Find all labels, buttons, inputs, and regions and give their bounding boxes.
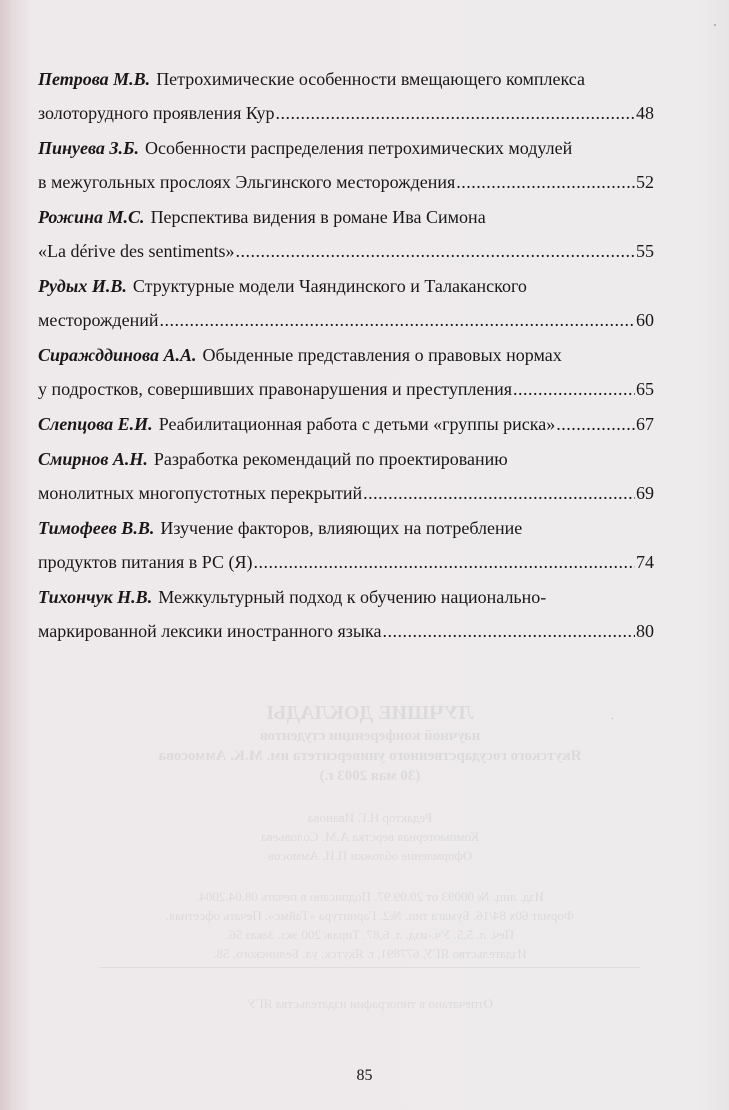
toc-title-continued: у подростков, совершивших правонарушения и преступления xyxy=(38,379,513,399)
toc-page-number: 74 xyxy=(636,552,654,572)
bleed-title: ЛУЧШИЕ ДОКЛАДЫ xyxy=(266,702,474,724)
bleed-footer: Отпечатано в типографии издательства ЯГУ xyxy=(246,996,494,1011)
toc-title: Изучение факторов, влияющих на потребление xyxy=(160,518,523,538)
toc-title: Особенности распределения петрохимических модулей xyxy=(145,138,573,158)
toc-entry-line xyxy=(38,269,654,303)
toc-entry-line xyxy=(38,96,654,130)
paper-speck xyxy=(612,718,613,719)
toc-entry xyxy=(38,131,654,199)
bleed-subtitle-2: Якутского государственного университета им. М.К. Аммосова xyxy=(158,748,582,764)
toc-page-number: 52 xyxy=(636,172,654,192)
toc-entry-line xyxy=(38,614,654,648)
toc-dot-leader xyxy=(456,165,635,199)
toc-title: Перспектива видения в романе Ива Симона xyxy=(150,207,486,227)
bleed-rule xyxy=(100,967,640,968)
toc-author: Слепцова Е.И. xyxy=(38,414,153,434)
toc-entry xyxy=(38,200,654,268)
toc-entry xyxy=(38,269,654,337)
toc-dot-leader xyxy=(382,614,635,648)
toc-title: Реабилитационная работа с детьми «группы риска» xyxy=(158,414,556,434)
bleed-through-imprint xyxy=(60,700,680,1013)
toc-page-number: 69 xyxy=(636,483,654,503)
toc-entry-line xyxy=(38,580,654,614)
toc-entry-line xyxy=(38,442,654,476)
page-number: 85 xyxy=(356,1067,373,1084)
toc-author: Пинуева З.Б. xyxy=(38,138,139,158)
toc-entry xyxy=(38,338,654,406)
toc-page-number: 48 xyxy=(636,103,654,123)
bleed-credit: Редактор Н.Г. Иванова xyxy=(307,810,433,825)
toc-entry-line xyxy=(38,131,654,165)
toc-author: Сиражддинова А.А. xyxy=(38,345,197,365)
toc-entry-line xyxy=(38,303,654,337)
toc-title: Петрохимические особенности вмещающего комплекса xyxy=(156,69,585,89)
toc-dot-leader xyxy=(556,407,635,441)
toc-title-continued: в межугольных прослоях Эльгинского месторождения xyxy=(38,172,456,192)
toc-title-continued: месторождений xyxy=(38,310,159,330)
toc-dot-leader xyxy=(513,372,635,406)
toc-author: Тимофеев В.В. xyxy=(38,518,155,538)
bleed-imprint-line: Изд. лиц. № 00093 от 20.09.97. Подписано в печать 08.04.2004. xyxy=(196,889,544,904)
toc-entry-line xyxy=(38,511,654,545)
toc-author: Тихончук Н.В. xyxy=(38,587,153,607)
toc-title-continued: золоторудного проявления Кур xyxy=(38,103,275,123)
toc-dot-leader xyxy=(363,476,635,510)
toc-page-number: 67 xyxy=(636,414,654,434)
toc-entry-line xyxy=(38,234,654,268)
toc-title-continued: продуктов питания в РС (Я) xyxy=(38,552,253,572)
toc-page-number: 65 xyxy=(636,379,654,399)
toc-page-number: 60 xyxy=(636,310,654,330)
bleed-credit: Компьютерная верстка А.М. Соловьева xyxy=(260,829,480,844)
toc-title-continued: маркированной лексики иностранного языка xyxy=(38,621,382,641)
toc-title: Обыденные представления о правовых нормах xyxy=(202,345,562,365)
bleed-imprint-line: Печ. л. 5,5. Уч.-изд. л. 6,87. Тираж 200 экз. Заказ 56. xyxy=(225,927,515,942)
toc-title-continued: «La dérive des sentiments» xyxy=(38,241,235,261)
toc-entry-line xyxy=(38,476,654,510)
bleed-credit: Оформление обложки П.И. Аммосов xyxy=(267,848,473,863)
toc-page-number: 80 xyxy=(636,621,654,641)
toc-author: Петрова М.В. xyxy=(38,69,151,89)
toc-dot-leader xyxy=(235,234,635,268)
toc-author: Рожина М.С. xyxy=(38,207,145,227)
bleed-subtitle-3: (30 мая 2003 г.) xyxy=(319,768,421,784)
toc-dot-leader xyxy=(159,303,635,337)
toc-entry-line xyxy=(38,200,654,234)
toc-dot-leader xyxy=(276,96,636,130)
toc-entry-line xyxy=(38,165,654,199)
toc-author: Смирнов А.Н. xyxy=(38,449,148,469)
toc-entry-line xyxy=(38,372,654,406)
bleed-subtitle-1: научной конференции студентов xyxy=(259,728,481,744)
toc-entry-line xyxy=(38,545,654,579)
toc-entry xyxy=(38,511,654,579)
toc-entry xyxy=(38,62,654,130)
toc-title: Разработка рекомендаций по проектированию xyxy=(153,449,508,469)
toc-title-continued: монолитных многопустотных перекрытий xyxy=(38,483,363,503)
bleed-imprint-line: Издательство ЯГУ, 677891, г. Якутск, ул. Белинского, 58. xyxy=(213,946,527,961)
toc-entry xyxy=(38,407,654,441)
toc-entry-line xyxy=(38,62,654,96)
toc-dot-leader xyxy=(254,545,635,579)
toc-entry-line xyxy=(38,407,654,441)
toc-title: Структурные модели Чаяндинского и Талаканского xyxy=(132,276,527,296)
paper-speck xyxy=(714,24,716,26)
bleed-imprint-line: Формат 60х 84/16. Бумага тип. №2. Гарнитура «Таймс». Печать офсетная. xyxy=(165,908,575,923)
toc-title: Межкультурный подход к обучению национально- xyxy=(158,587,547,607)
toc-page-number: 55 xyxy=(636,241,654,261)
toc-entry xyxy=(38,580,654,648)
toc-entry-line xyxy=(38,338,654,372)
table-of-contents xyxy=(38,62,654,648)
toc-author: Рудых И.В. xyxy=(38,276,127,296)
toc-entry xyxy=(38,442,654,510)
